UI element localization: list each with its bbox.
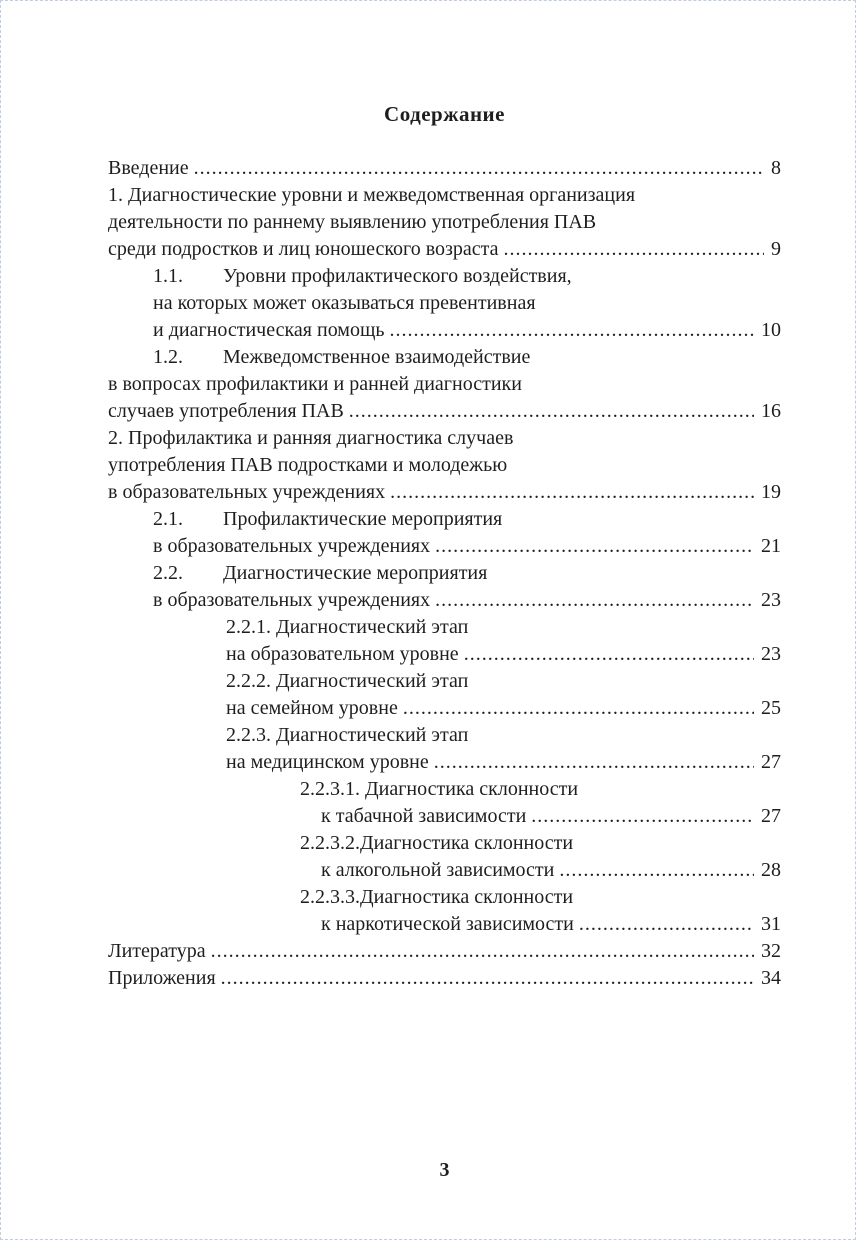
dot-leader [403, 695, 754, 722]
toc-entry-text: к наркотической зависимости [321, 913, 574, 935]
page-title: Содержание [384, 102, 505, 126]
toc-entry-text: 2.2.2. Диагностический этап [226, 670, 469, 692]
toc-entry-text: случаев употребления ПАВ [108, 400, 344, 422]
toc-entry-text: к табачной зависимости [321, 805, 527, 827]
toc-line [108, 209, 781, 236]
toc-line [108, 830, 781, 857]
toc-entry-text: 2.2. Диагностические мероприятия [153, 562, 488, 584]
dot-leader [389, 317, 754, 344]
table-of-contents [108, 155, 781, 992]
toc-line [108, 614, 781, 641]
toc-entry-text: 1.2. Межведомственное взаимодействие [153, 346, 531, 368]
toc-entry-text: 2.2.3.1. Диагностика склонности [300, 778, 579, 800]
toc-entry-text: 2.1. Профилактические мероприятия [153, 508, 503, 530]
toc-entry-text: 2.2.3.2.Диагностика склонности [300, 832, 574, 854]
toc-entry-text: деятельности по раннему выявлению употребления ПАВ [108, 211, 597, 233]
toc-entry-page-number: 31 [761, 913, 781, 935]
toc-line [108, 155, 781, 182]
dot-leader [194, 155, 764, 182]
toc-entry-text: и диагностическая помощь [153, 319, 385, 341]
toc-line [108, 749, 781, 776]
toc-entry-text: Литература [108, 940, 206, 962]
toc-entry-page-number: 8 [771, 157, 781, 179]
toc-line [108, 722, 781, 749]
toc-line [108, 317, 781, 344]
toc-line [108, 668, 781, 695]
toc-entry-page-number: 23 [761, 643, 781, 665]
dot-leader [434, 749, 754, 776]
dot-leader [579, 911, 754, 938]
toc-entry-text: 1. Диагностические уровни и межведомственная организация [108, 184, 636, 206]
toc-entry-page-number: 27 [761, 805, 781, 827]
toc-entry-page-number: 25 [761, 697, 781, 719]
toc-line [108, 857, 781, 884]
toc-line [108, 695, 781, 722]
toc-entry-page-number: 21 [761, 535, 781, 557]
toc-line [108, 479, 781, 506]
toc-line [108, 776, 781, 803]
toc-entry-text: 2.2.3. Диагностический этап [226, 724, 469, 746]
toc-entry-text: 2.2.3.3.Диагностика склонности [300, 886, 574, 908]
dot-leader [211, 938, 754, 965]
toc-line [108, 452, 781, 479]
toc-entry-page-number: 23 [761, 589, 781, 611]
toc-entry-text: на которых может оказываться превентивная [153, 292, 536, 314]
toc-line [108, 560, 781, 587]
toc-entry-text: в вопросах профилактики и ранней диагностики [108, 373, 522, 395]
toc-line [108, 533, 781, 560]
toc-entry-page-number: 34 [761, 967, 781, 989]
toc-line [108, 344, 781, 371]
toc-line [108, 371, 781, 398]
dot-leader [221, 965, 754, 992]
toc-line [108, 803, 781, 830]
toc-entry-page-number: 27 [761, 751, 781, 773]
dot-leader [464, 641, 754, 668]
page-number: 3 [439, 1159, 450, 1181]
toc-entry-text: Введение [108, 157, 189, 179]
toc-line [108, 398, 781, 425]
dot-leader [349, 398, 754, 425]
toc-entry-page-number: 19 [761, 481, 781, 503]
toc-line [108, 938, 781, 965]
toc-line [108, 587, 781, 614]
toc-line [108, 506, 781, 533]
dot-leader [435, 587, 754, 614]
toc-line [108, 641, 781, 668]
toc-entry-text: среди подростков и лиц юношеского возраста [108, 238, 499, 260]
toc-entry-text: на семейном уровне [226, 697, 398, 719]
toc-entry-page-number: 28 [761, 859, 781, 881]
toc-entry-text: в образовательных учреждениях [153, 589, 431, 611]
toc-line [108, 425, 781, 452]
toc-entry-text: в образовательных учреждениях [108, 481, 386, 503]
toc-line [108, 182, 781, 209]
toc-line [108, 290, 781, 317]
dot-leader [504, 236, 764, 263]
toc-line [108, 263, 781, 290]
toc-entry-text: 2. Профилактика и ранняя диагностика случаев [108, 427, 514, 449]
toc-entry-text: на медицинском уровне [226, 751, 429, 773]
toc-entry-text: к алкогольной зависимости [321, 859, 555, 881]
toc-entry-page-number: 9 [771, 238, 781, 260]
dot-leader [390, 479, 754, 506]
dot-leader [559, 857, 754, 884]
toc-entry-page-number: 32 [761, 940, 781, 962]
toc-entry-page-number: 10 [761, 319, 781, 341]
toc-entry-text: на образовательном уровне [226, 643, 459, 665]
toc-line [108, 911, 781, 938]
dot-leader [531, 803, 754, 830]
toc-line [108, 236, 781, 263]
toc-entry-text: 2.2.1. Диагностический этап [226, 616, 469, 638]
toc-entry-text: в образовательных учреждениях [153, 535, 431, 557]
dot-leader [435, 533, 754, 560]
toc-line [108, 965, 781, 992]
toc-entry-page-number: 16 [761, 400, 781, 422]
toc-entry-text: Приложения [108, 967, 216, 989]
toc-entry-text: 1.1. Уровни профилактического воздействия, [153, 265, 572, 287]
toc-line [108, 884, 781, 911]
toc-entry-text: употребления ПАВ подростками и молодежью [108, 454, 508, 476]
